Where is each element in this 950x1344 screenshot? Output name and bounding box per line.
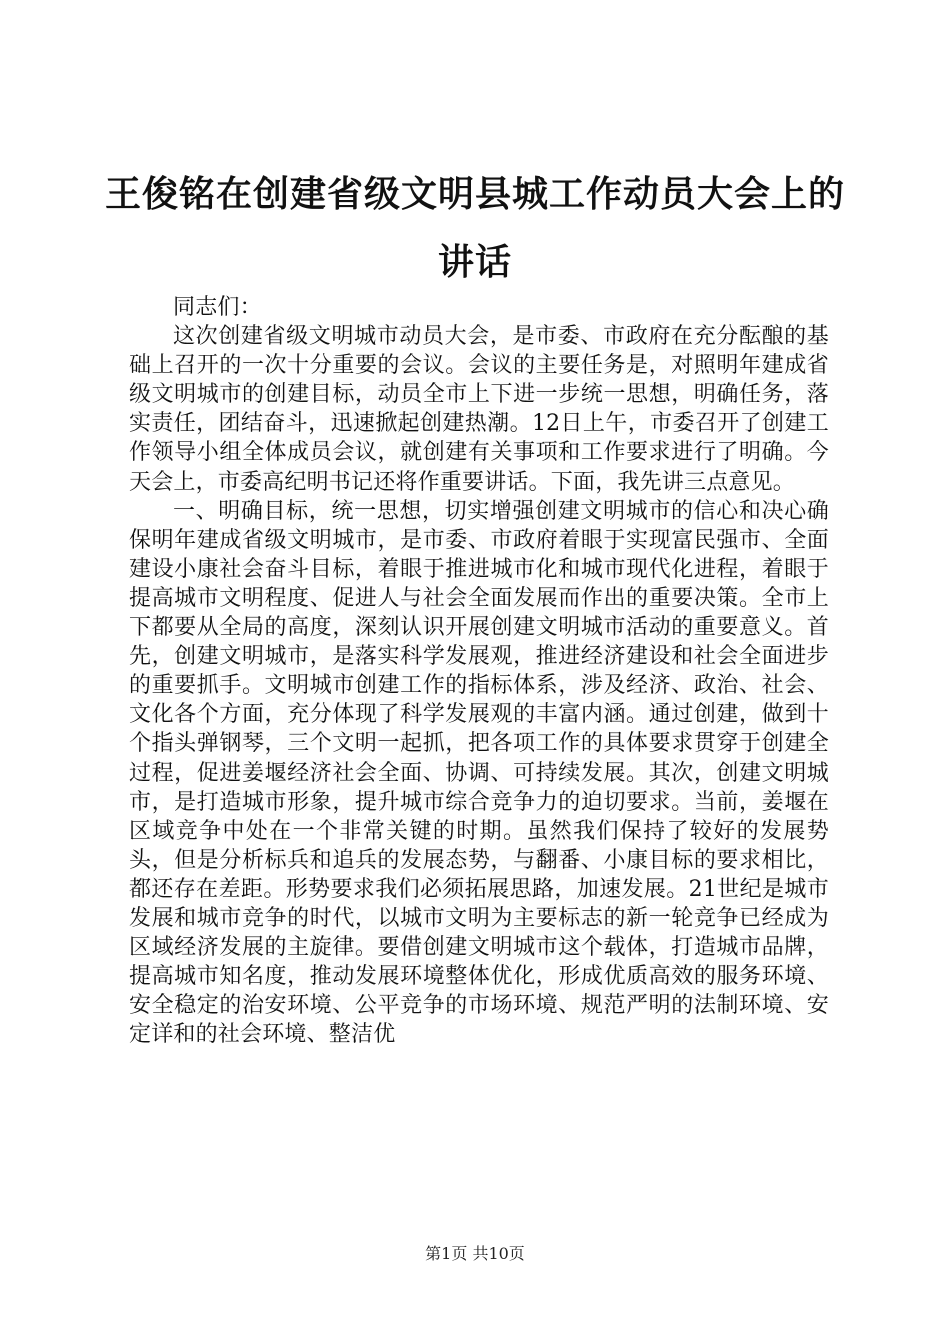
title-line-1: 王俊铭在创建省级文明县城工作动员大会上的 [104, 173, 845, 215]
title-line-2: 讲话 [437, 241, 512, 283]
document-body [129, 293, 829, 1049]
salutation: 同志们： [173, 295, 262, 320]
document-title [100, 160, 850, 296]
paragraph-1: 这次创建省级文明城市动员大会，是市委、市政府在充分酝酿的基础上召开的一次十分重要的会议。会议的主要任务是，对照明年建成省级文明城市的创建目标，动员全市上下进一步统一思想，明确任务，落实责任，团结奋斗，迅速掀起创建热潮。12日上午，市委召开了创建工作领导小组全体成员会议，就创建有关事项和工作要求进行了明确。今天会上，市委高纪明书记还将作重要讲话。下面，我先讲三点意见。 [129, 324, 829, 495]
page-footer: 第1页 共10页 [425, 1244, 525, 1263]
paragraph-2: 一、明确目标，统一思想，切实增强创建文明城市的信心和决心确保明年建成省级文明城市，是市委、市政府着眼于实现富民强市、全面建设小康社会奋斗目标，着眼于推进城市化和城市现代化进程，着眼于提高城市文明程度、促进人与社会全面发展而作出的重要决策。全市上下都要从全局的高度，深刻认识开展创建文明城市活动的重要意义。首先，创建文明城市，是落实科学发展观，推进经济建设和社会全面进步的重要抓手。文明城市创建工作的指标体系，涉及经济、政治、社会、文化各个方面，充分体现了科学发展观的丰富内涵。通过创建，做到十个指头弹钢琴，三个文明一起抓，把各项工作的具体要求贯穿于创建全过程，促进姜堰经济社会全面、协调、可持续发展。其次，创建文明城市，是打造城市形象，提升城市综合竞争力的迫切要求。当前，姜堰在区域竞争中处在一个非常关键的时期。虽然我们保持了较好的发展势头，但是分析标兵和追兵的发展态势，与翻番、小康目标的要求相比，都还存在差距。形势要求我们必须拓展思路，加速发展。21世纪是城市发展和城市竞争的时代，以城市文明为主要标志的新一轮竞争已经成为区域经济发展的主旋律。要借创建文明城市这个载体，打造城市品牌，提高城市知名度，推动发展环境整体优化，形成优质高效的服务环境、安全稳定的治安环境、公平竞争的市场环境、规范严明的法制环境、安定详和的社会环境、整洁优 [129, 498, 829, 1048]
